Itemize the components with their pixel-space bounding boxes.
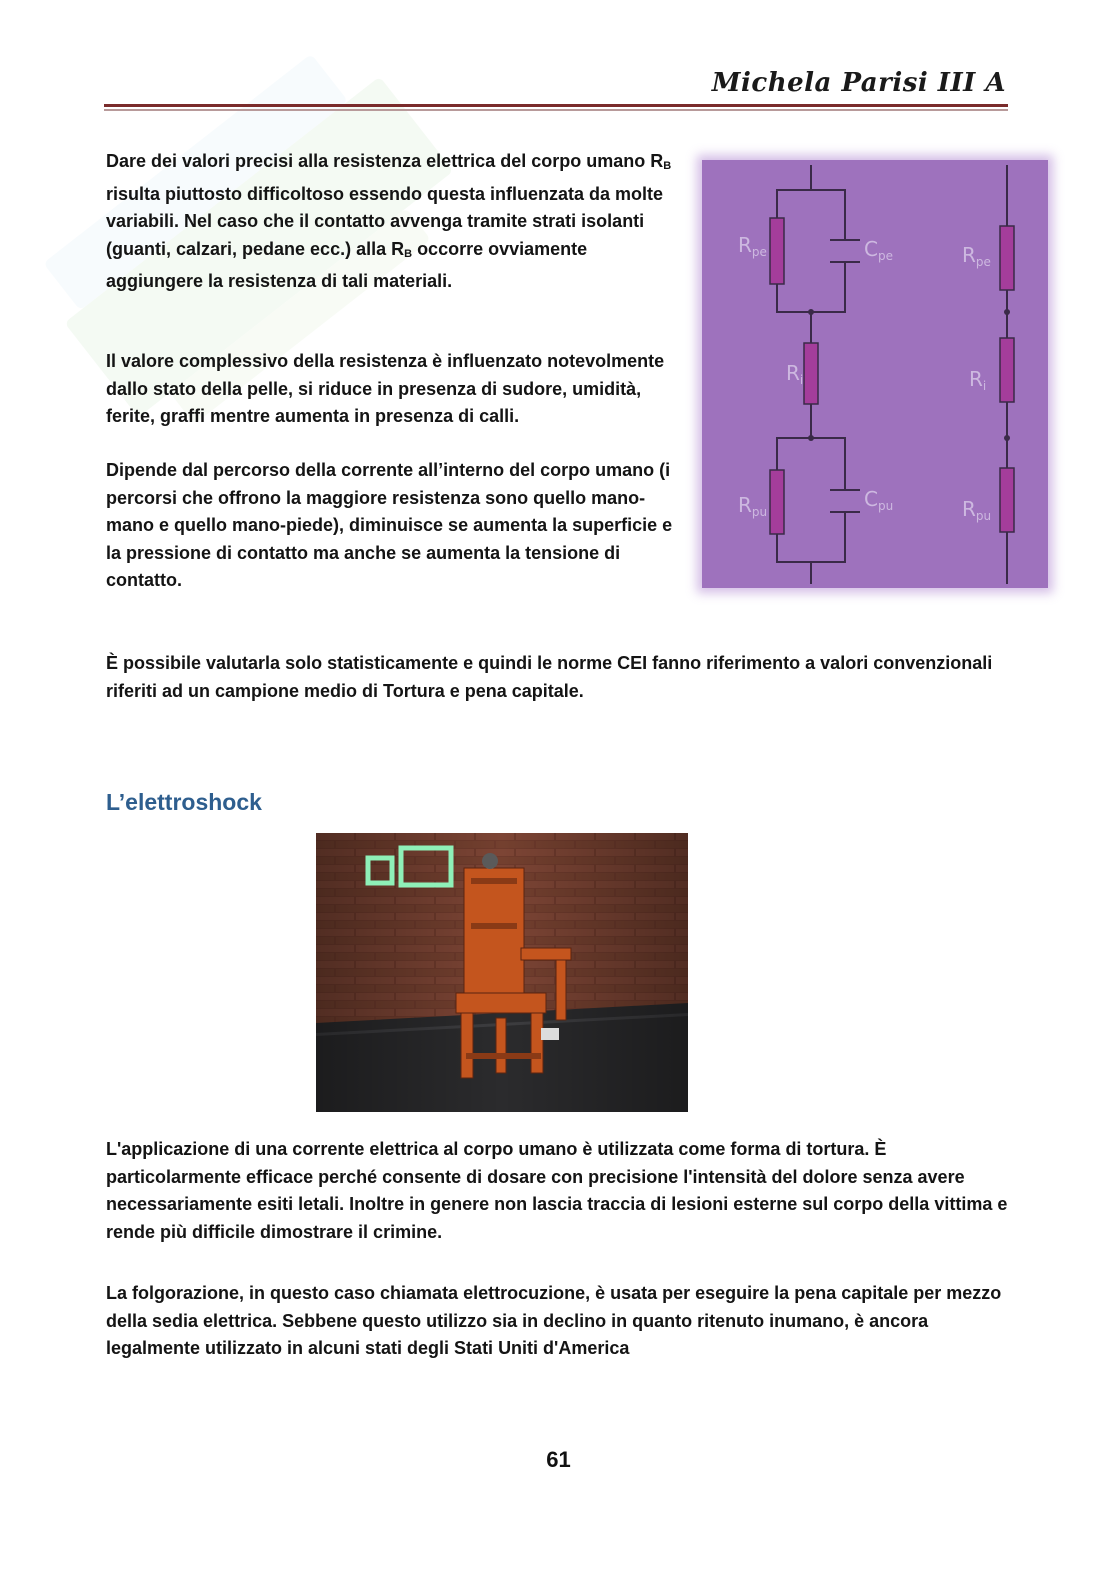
circuit-diagram (702, 160, 1048, 588)
resistor-rpe-left (770, 218, 784, 284)
resistor-rpe-right (1000, 226, 1014, 290)
header-rule (104, 104, 1008, 107)
label-ri-left: $R_i$ (786, 361, 804, 387)
label-rpe-right: $R_{pe}$ (962, 243, 991, 269)
label-rpu-right: $R_{pu}$ (962, 497, 992, 523)
label-cpe: $C_{pe}$ (864, 237, 893, 263)
paragraph-resistenza-corpo (106, 148, 686, 296)
paragraph-stato-pelle: Il valore complessivo della resistenza è influenzato notevolmente dallo stato della pelle, si riduce in presenza di sudore, umidità, ferite, graffi mentre aumenta in presenza di calli. (106, 351, 665, 426)
page-number: 61 (546, 1447, 571, 1472)
text-span: risulta piuttosto difficoltoso essendo questa influenzata da molte variabili. Nel caso che il contatto avvenga tramite strati isolanti (guanti, calzari, pedane ecc.) alla R (106, 183, 664, 259)
label-rpu-left: $R_{pu}$ (738, 493, 768, 519)
label-cpu: $C_{pu}$ (864, 487, 894, 513)
label-rpe-left: $R_{pe}$ (738, 233, 767, 259)
resistor-ri-left (804, 343, 818, 404)
header-rule-thin (104, 109, 1008, 111)
resistor-rpu-left (770, 470, 784, 534)
page-header (104, 62, 1008, 114)
paragraph-percorso-corrente: Dipende dal percorso della corrente all’interno del corpo umano (i percorsi che offrono la maggiore resistenza sono quello mano-mano e quello mano-piede), diminuisce se aumenta la superficie e la pressione di contatto ma anche se aumenta la tensione di contatto. (106, 460, 673, 590)
resistor-ri-right (1000, 338, 1014, 402)
paragraph-tortura: L'applicazione di una corrente elettrica al corpo umano è utilizzata come forma di tortura. È particolarmente efficace perché consente di dosare con precisione l'intensità del dolore senza avere necessariamente esiti letali. Inoltre in genere non lascia traccia di lesioni esterne sul corpo della vittima e rende più difficile dimostrare il crimine. (106, 1139, 1008, 1242)
section-heading-elettroshock: L’elettroshock (106, 789, 262, 815)
text-span: occorre ovviamente aggiungere la resistenza di tali materiali. (106, 238, 588, 291)
paragraph-folgorazione: La folgorazione, in questo caso chiamata elettrocuzione, è usata per eseguire la pena capitale per mezzo della sedia elettrica. Sebbene questo utilizzo sia in declino in quanto ritenuto inumano, è ancora legalmente utilizzato in alcuni stati degli Stati Uniti d'America (106, 1283, 1002, 1358)
text-span: Dare dei valori precisi alla resistenza elettrica del corpo umano R (106, 151, 664, 171)
label-ri-right: $R_i$ (969, 367, 987, 393)
circuit-background (702, 160, 1048, 588)
resistor-rpu-right (1000, 468, 1014, 532)
electric-chair-photo (316, 833, 688, 1112)
author-class-title: Michela Parisi III A (711, 68, 1006, 98)
paragraph-norme-cei: È possibile valutarla solo statisticamente e quindi le norme CEI fanno riferimento a valori convenzionali riferiti ad un campione medio di Tortura e pena capitale. (106, 653, 993, 701)
subscript-b: B (404, 247, 413, 260)
subscript-b: B (663, 160, 672, 172)
